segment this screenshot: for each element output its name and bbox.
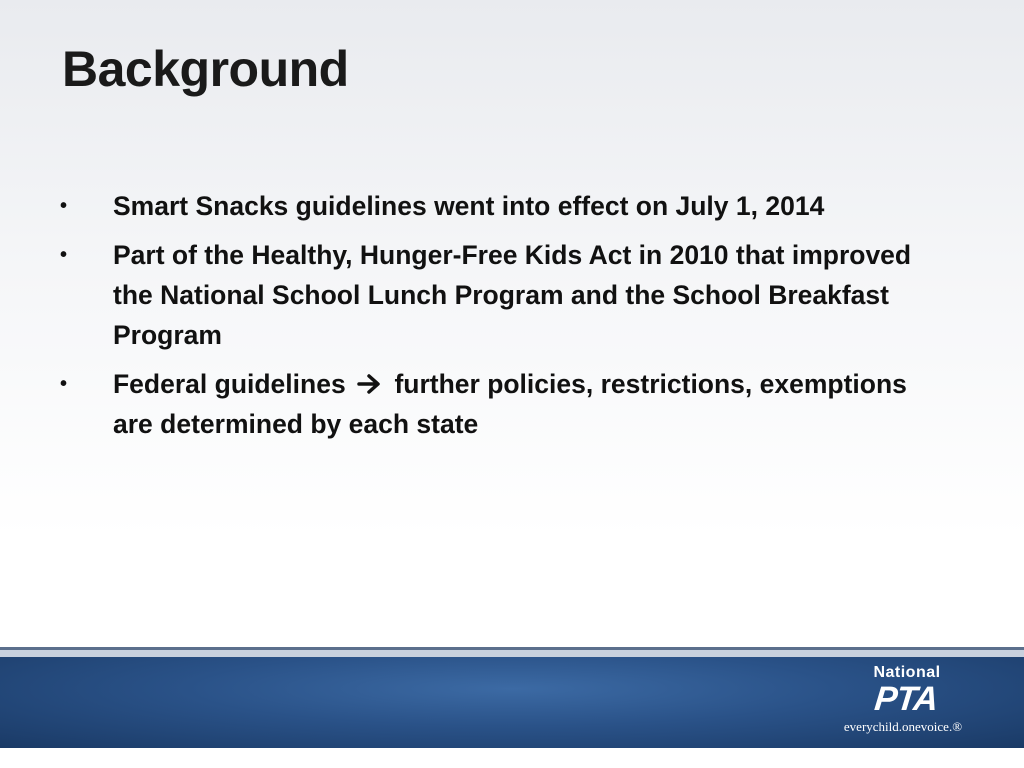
logo-national-text: National xyxy=(873,664,941,681)
bullet-item xyxy=(58,364,938,444)
bullet-item xyxy=(58,235,938,355)
bullet-marker: • xyxy=(60,373,68,395)
logo-tagline: everychild.onevoice.® xyxy=(843,719,963,734)
bullet-item xyxy=(58,186,938,226)
bullet-marker: • xyxy=(60,244,68,266)
bullet-text: Smart Snacks guidelines went into effect on July 1, 2014 xyxy=(113,191,825,221)
right-arrow-icon xyxy=(357,373,383,395)
national-pta-logo xyxy=(828,664,978,744)
bullet-text-after-arrow: further policies, restrictions, exemptions are determined by each state xyxy=(113,369,907,439)
footer-divider-light xyxy=(0,650,1024,657)
bullet-text-before-arrow: Federal guidelines xyxy=(113,369,346,399)
bullet-marker: • xyxy=(60,195,68,217)
bullet-list xyxy=(58,186,938,453)
logo-pta-text: PTA xyxy=(872,680,940,718)
slide-title: Background xyxy=(62,41,349,97)
bullet-text: Part of the Healthy, Hunger-Free Kids Act in 2010 that improved the National School Lunch Program and the School Breakfast Program xyxy=(113,240,912,350)
footer-bottom-strip xyxy=(0,748,1024,768)
